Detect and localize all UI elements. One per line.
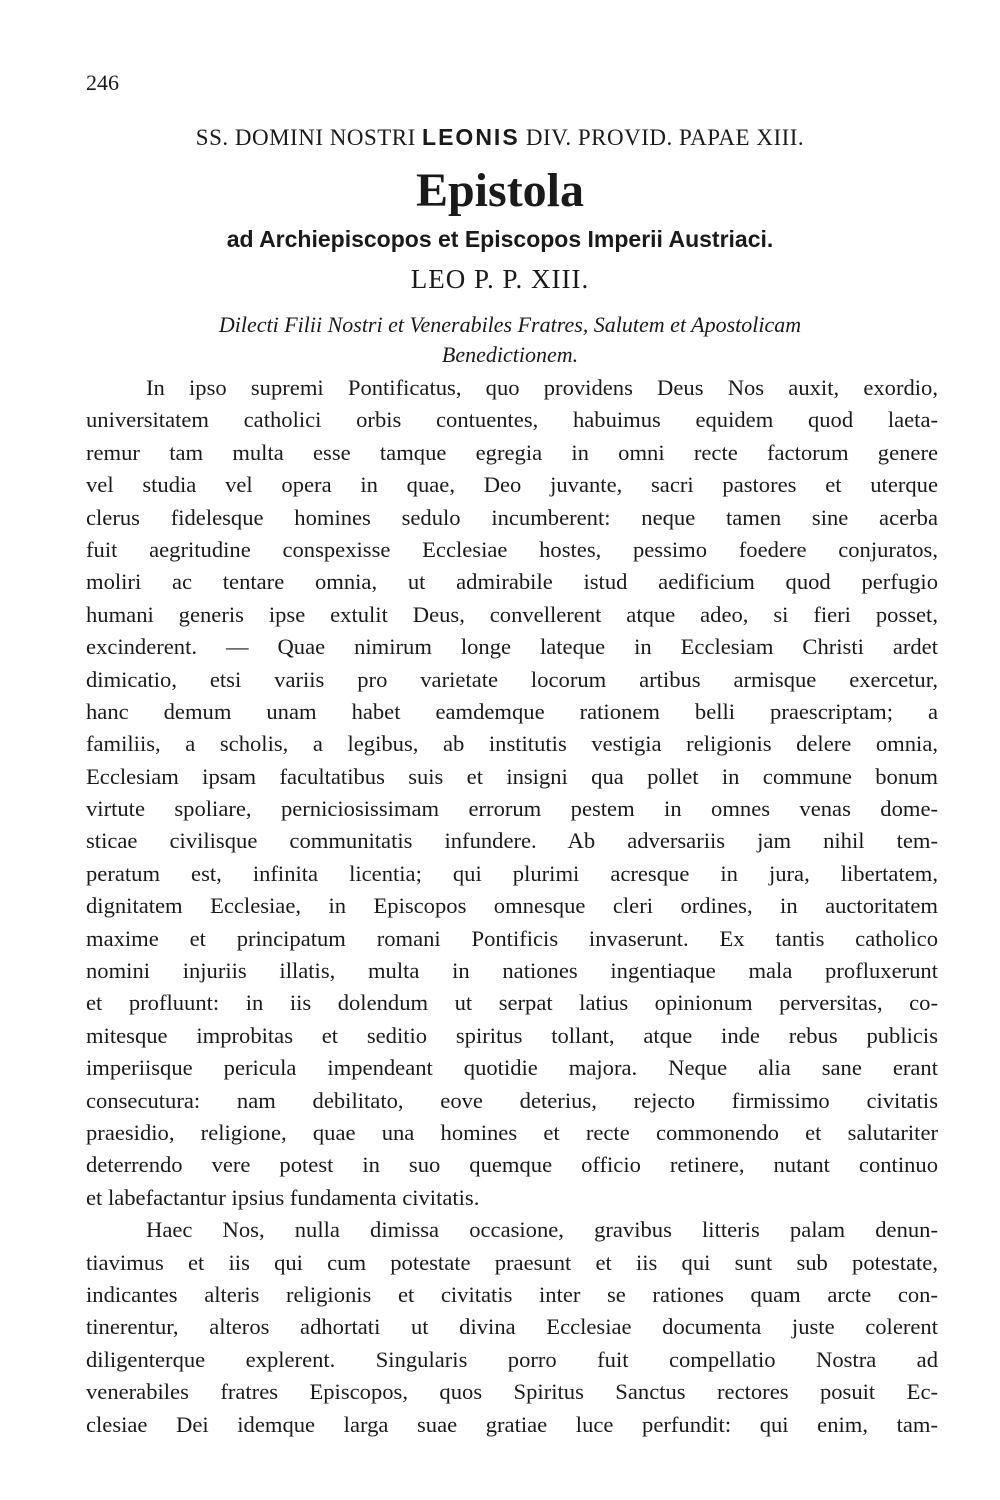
paragraph-2 — [86, 1214, 938, 1441]
text-line: vel studia vel opera in quae, Deo juvante, sacri pastores et uterque — [86, 472, 938, 498]
text-line: praesidio, religione, quae una homines et recte commonendo et salutariter — [86, 1119, 938, 1145]
text-line: excinderent. — Quae nimirum longe lateque in Ecclesiam Christi ardet — [86, 634, 938, 660]
text-line: consecutura: nam debilitato, eove deterius, rejecto firmissimo civitatis — [86, 1087, 938, 1113]
text-line: deterrendo vere potest in suo quemque officio retinere, nutant continuo — [86, 1152, 938, 1178]
text-line: hanc demum unam habet eamdemque rationem belli praescriptam; a — [86, 698, 938, 724]
author-line: LEO P. P. XIII. — [410, 264, 590, 294]
text-line: tiavimus et iis qui cum potestate praesunt et iis qui sunt sub potestate, — [86, 1249, 938, 1275]
text-line: venerabiles fratres Episcopos, quos Spiritus Sanctus rectores posuit Ec- — [86, 1379, 938, 1405]
text-line: moliri ac tentare omnia, ut admirabile istud aedificium quod perfugio — [86, 569, 938, 595]
text-line: humani generis ipse extulit Deus, convellerent atque adeo, si fieri posset, — [86, 601, 938, 627]
salutation — [110, 310, 910, 370]
text-line: fuit aegritudine conspexisse Ecclesiae hostes, pessimo foedere conjuratos, — [86, 536, 938, 562]
text-line: et profluunt: in iis dolendum ut serpat latius opinionum perversitas, co- — [86, 990, 938, 1016]
text-line: remur tam multa esse tamque egregia in omni recte factorum genere — [86, 439, 938, 465]
salutation-line-2: Benedictionem. — [441, 342, 579, 367]
document-subtitle: ad Archiepiscopos et Episcopos Imperii Austriaci. — [226, 226, 774, 252]
text-line: Ecclesiam ipsam facultatibus suis et insigni qua pollet in commune bonum — [86, 763, 938, 789]
text-line: peratum est, infinita licentia; qui plurimi acresque in jura, libertatem, — [86, 860, 938, 886]
text-line: maxime et principatum romani Pontificis invaserunt. Ex tantis catholico — [86, 925, 938, 951]
text-line: virtute spoliare, perniciosissimam errorum pestem in omnes venas dome- — [86, 796, 938, 822]
running-head-prefix: SS. DOMINI NOSTRI — [195, 125, 423, 150]
text-line: clerus fidelesque homines sedulo incumberent: neque tamen sine acerba — [86, 504, 938, 530]
text-line: dignitatem Ecclesiae, in Episcopos omnesque cleri ordines, in auctoritatem — [86, 893, 938, 919]
text-line: sticae civilisque communitatis infundere. Ab adversariis jam nihil tem- — [86, 828, 938, 854]
running-head-suffix: DIV. PROVID. PAPAE XIII. — [519, 125, 805, 150]
text-line: In ipso supremi Pontificatus, quo providens Deus Nos auxit, exordio, — [146, 375, 938, 400]
text-line: imperiisque pericula impendeant quotidie majora. Neque alia sane erant — [86, 1055, 938, 1081]
document-title: Epistola — [415, 164, 585, 217]
text-line: clesiae Dei idemque larga suae gratiae luce perfundit: qui enim, tam- — [86, 1411, 938, 1437]
text-line: tinerentur, alteros adhortati ut divina Ecclesiae documenta juste colerent — [86, 1314, 938, 1340]
text-line: diligenterque explerent. Singularis porro fuit compellatio Nostra ad — [86, 1346, 938, 1372]
page-number: 246 — [86, 70, 119, 95]
text-line: et labefactantur ipsius fundamenta civitatis. — [86, 1184, 480, 1210]
paragraph-1 — [86, 372, 938, 1214]
running-head — [0, 124, 1000, 151]
text-line: mitesque improbitas et seditio spiritus tollant, atque inde rebus publicis — [86, 1022, 938, 1048]
text-line: universitatem catholici orbis contuentes, habuimus equidem quod laeta- — [86, 407, 938, 433]
body-text — [86, 372, 938, 1441]
text-line: Haec Nos, nulla dimissa occasione, gravibus litteris palam denun- — [146, 1217, 938, 1243]
running-head-name: LEONIS — [422, 124, 520, 150]
salutation-line-1: Dilecti Filii Nostri et Venerabiles Fratres, Salutem et Apostolicam — [218, 312, 802, 337]
text-line: familiis, a scholis, a legibus, ab institutis vestigia religionis delere omnia, — [86, 731, 938, 757]
text-line: indicantes alteris religionis et civitatis inter se rationes quam arcte con- — [86, 1281, 938, 1307]
text-line: dimicatio, etsi variis pro varietate locorum artibus armisque exercetur, — [86, 666, 938, 692]
text-line: nomini injuriis illatis, multa in nationes ingentiaque mala profluxerunt — [86, 958, 938, 984]
